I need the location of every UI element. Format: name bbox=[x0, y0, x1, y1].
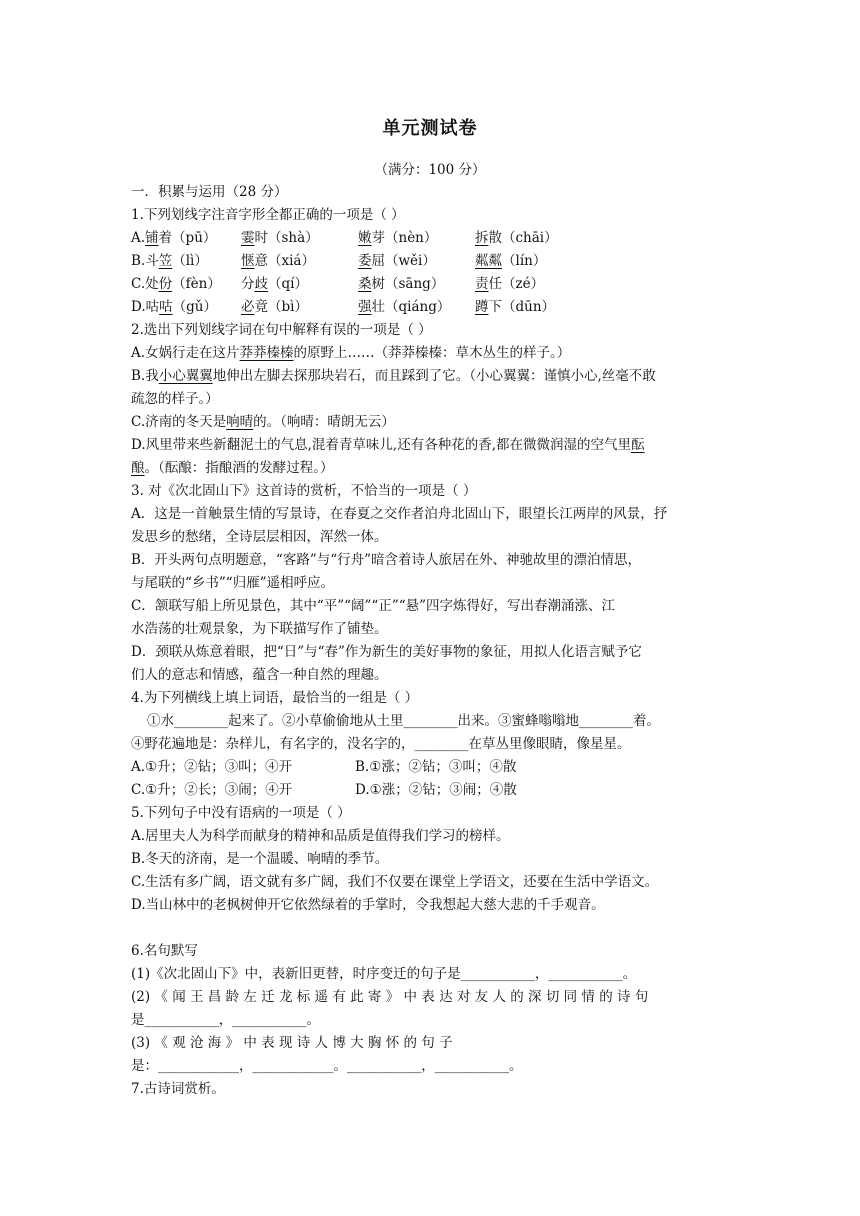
q2-option-d-cont: 酿。（酝酿：指酿酒的发酵过程。） bbox=[131, 460, 334, 476]
q1-options bbox=[131, 227, 731, 319]
q4-option-a: A.①升；②钻；③叫；④开 bbox=[131, 759, 293, 775]
q2-option-b: B.我小心翼翼地伸出左脚去探那块岩石，而且踩到了它。（小心翼翼：谨慎小心,丝毫不敢 bbox=[131, 368, 656, 384]
page-title: 单元测试卷 bbox=[382, 118, 478, 139]
q2-option-a: A.女娲行走在这片莽莽榛榛的原野上……（莽莽榛榛：草木丛生的样子。） bbox=[131, 345, 571, 361]
q6-part-3: (3) 《 观 沧 海 》 中 表 现 诗 人 博 大 胸 怀 的 句 子 bbox=[131, 1035, 453, 1051]
score-note: （满分：100 分） bbox=[374, 162, 486, 178]
q3-option-c-cont: 水浩荡的壮观景象，为下联描写作了铺垫。 bbox=[131, 621, 388, 637]
q6-part-3-cont: 是：____________，____________。___________，___________。 bbox=[131, 1058, 523, 1074]
q2-option-c: C.济南的冬天是响晴的。（响晴：晴朗无云） bbox=[131, 414, 395, 430]
q6-part-1: (1)《次北固山下》中，表新旧更替，时序变迁的句子是___________，___________。 bbox=[131, 966, 637, 982]
q6-stem: 6.名句默写 bbox=[131, 943, 198, 959]
q6-part-2: (2) 《 闻 王 昌 龄 左 迁 龙 标 遥 有 此 寄 》 中 表 达 对 友 人 的 深 切 同 情 的 诗 句 bbox=[131, 989, 649, 1005]
q4-options-row-2 bbox=[131, 779, 731, 802]
q1-option-row-b bbox=[131, 250, 731, 273]
q3-option-d-cont: 们人的意志和情感，蕴含一种自然的理趣。 bbox=[131, 667, 388, 683]
q1-b-item-1: B.斗笠（lì） bbox=[131, 253, 208, 269]
q1-a-item-4: 拆散（chāi） bbox=[475, 230, 558, 246]
q1-option-row-c bbox=[131, 273, 731, 296]
q2-option-b-cont: 疏忽的样子。） bbox=[131, 391, 219, 407]
exam-content bbox=[131, 181, 731, 1101]
q1-option-row-d bbox=[131, 296, 731, 319]
q1-b-item-2: 惬意（xiá） bbox=[241, 253, 315, 269]
q5-option-a: A.居里夫人为科学而献身的精神和品质是值得我们学习的榜样。 bbox=[131, 828, 510, 844]
q1-c-item-2: 分歧（qí） bbox=[241, 276, 308, 292]
q1-a-item-1: A.铺着（pū） bbox=[131, 230, 217, 246]
q1-d-item-3: 强壮（qiáng） bbox=[358, 299, 451, 315]
q3-option-a-cont: 发思乡的愁绪，全诗层层相因，浑然一体。 bbox=[131, 529, 388, 545]
q1-c-item-1: C.处份（fèn） bbox=[131, 276, 221, 292]
q1-option-row-a bbox=[131, 227, 731, 250]
q3-option-b-cont: 与尾联的“乡书”“归雁”遥相呼应。 bbox=[131, 575, 335, 591]
q5-option-d: D.当山林中的老枫树伸开它依然绿着的手掌时，令我想起大慈大悲的千手观音。 bbox=[131, 897, 605, 913]
q1-d-item-1: D.咕咕（gǔ） bbox=[131, 299, 217, 315]
q5-option-c: C.生活有多广阔，语文就有多广阔，我们不仅要在课堂上学语文，还要在生活中学语文。 bbox=[131, 874, 659, 890]
q4-options-row-1 bbox=[131, 756, 731, 779]
q1-a-item-3: 嫩芽（nèn） bbox=[358, 230, 438, 246]
q7-stem: 7.古诗词赏析。 bbox=[131, 1081, 225, 1097]
q4-option-c: C.①升；②长；③闹；④开 bbox=[131, 782, 293, 798]
q3-option-b: B．开头两句点明题意，“客路”与“行舟”暗含着诗人旅居在外、神驰故里的漂泊情思， bbox=[131, 552, 642, 568]
q4-fill-line-2: ④野花遍地是：杂样儿，有名字的，没名字的，________在草丛里像眼睛，像星星。 bbox=[131, 736, 631, 752]
q1-d-item-2: 必竟（bì） bbox=[241, 299, 308, 315]
q1-a-item-2: 霎时（shà） bbox=[241, 230, 319, 246]
q4-option-d: D.①涨；②钻；③闹；④散 bbox=[355, 782, 517, 798]
q2-option-d: D.风里带来些新翻泥土的气息,混着青草味儿,还有各种花的香,都在微微润湿的空气里酝 bbox=[131, 437, 645, 453]
section-heading: 一．积累与运用（28 分） bbox=[131, 184, 288, 200]
q3-stem: 3. 对《次北固山下》这首诗的赏析，不恰当的一项是（ ） bbox=[131, 483, 477, 499]
q4-stem: 4.为下列横线上填上词语，最恰当的一组是（ ） bbox=[131, 690, 419, 706]
q3-option-c: C．颔联写船上所见景色，其中“平”“阔”“正”“悬”四字炼得好，写出春潮涌涨、江 bbox=[131, 598, 616, 614]
q4-fill-line-1: ①水________起来了。②小草偷偷地从土里________出来。③蜜蜂嗡嗡地________着。 bbox=[147, 713, 660, 729]
q5-stem: 5.下列句子中没有语病的一项是（ ） bbox=[131, 805, 351, 821]
q4-option-b: B.①涨；②钻；③叫；④散 bbox=[355, 759, 517, 775]
q1-c-item-4: 责任（zé） bbox=[475, 276, 545, 292]
q1-c-item-3: 桑树（sāng） bbox=[358, 276, 445, 292]
q3-option-a: A．这是一首触景生情的写景诗，在春夏之交作者泊舟北固山下，眼望长江两岸的风景，抒 bbox=[131, 506, 668, 522]
q3-option-d: D．颈联从炼意着眼，把“日”与“春”作为新生的美好事物的象征，用拟人化语言赋予它 bbox=[131, 644, 642, 660]
q1-stem: 1.下列划线字注音字形全都正确的一项是（ ） bbox=[131, 207, 405, 223]
q1-b-item-4: 粼粼（lín） bbox=[475, 253, 547, 269]
q2-stem: 2.选出下列划线字词在句中解释有误的一项是（ ） bbox=[131, 322, 432, 338]
q5-option-b: B.冬天的济南，是一个温暖、响晴的季节。 bbox=[131, 851, 389, 867]
q1-d-item-4: 蹲下（dūn） bbox=[475, 299, 556, 315]
q6-part-2-cont: 是___________，___________。 bbox=[131, 1012, 320, 1028]
blank-line bbox=[131, 917, 731, 940]
q1-b-item-3: 委屈（wěi） bbox=[358, 253, 436, 269]
